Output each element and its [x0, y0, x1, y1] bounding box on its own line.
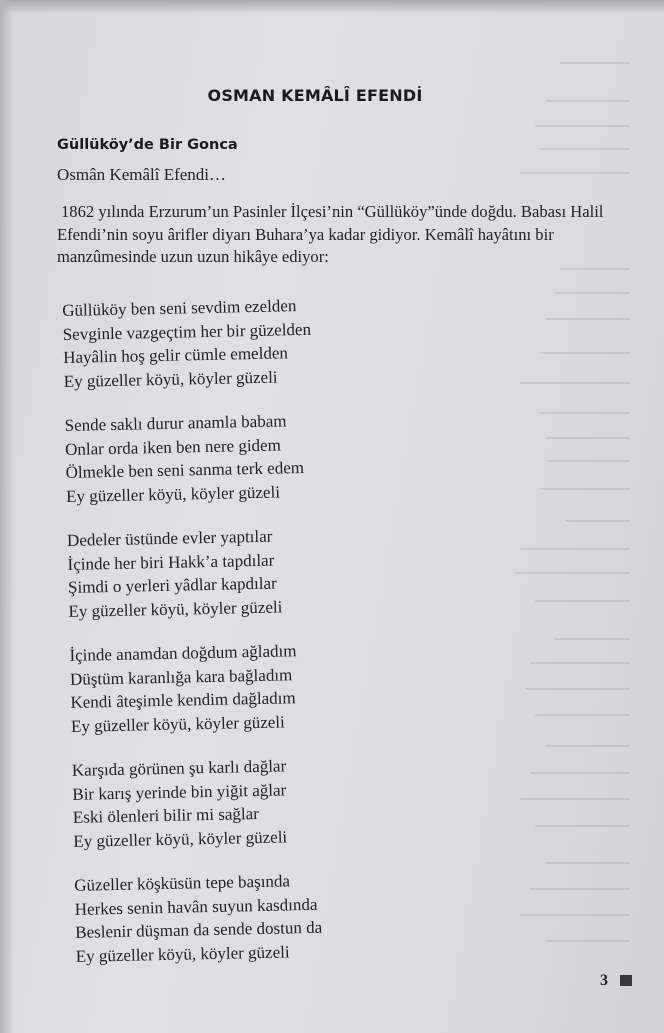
page-number-marker [620, 975, 632, 986]
poem-stanza-4 [69, 637, 391, 738]
poem-stanza-2 [64, 407, 386, 508]
poem-stanza-3 [67, 522, 389, 623]
poem-line: Ey güzeller köyü, köyler güzeli [63, 367, 278, 391]
poem-line: Ey güzeller köyü, köyler güzeli [65, 481, 281, 506]
poem-line: Güllüköy ben seni sevdim ezelden [62, 296, 297, 320]
poem-line: İçinde anamdan doğdum ağladım [69, 641, 297, 665]
poem-line: Ey güzeller köyü, köyler güzeli [68, 596, 283, 621]
poem-stanza-6 [74, 867, 396, 968]
poem-line: Şimdi o yerleri yâdlar kapdılar [67, 573, 277, 597]
poem-line: Ölmekle ben seni sanma terk edem [65, 457, 305, 482]
page-edge-shadow-left [0, 0, 14, 1033]
poem-line: Kendi âteşimle kendim dağladım [70, 688, 296, 712]
poem [62, 292, 396, 989]
poem-line: Ey güzeller köyü, köyler güzeli [70, 711, 285, 736]
body-paragraph: 1862 yılında Erzurum’un Pasinler İlçesi’nin “Güllüköy”ünde doğdu. Babası Halil Efendi’nin soyu ârifler diyarı Buhara’ya kadar gidiyor. Kemâlî hayâtını bir manzûmesinde uzun uzun hikâye ediyor: [57, 202, 604, 266]
poem-line: Onlar orda iken ben nere gidem [64, 434, 282, 459]
poem-line: Ey güzeller köyü, köyler güzeli [75, 941, 290, 966]
poem-line: Sende saklı durur anamla babam [64, 411, 287, 435]
poem-line: Düştüm karanlığa kara bağladım [69, 664, 293, 689]
page-edge-shadow-top [0, 0, 664, 14]
poem-line: Hayâlin hoş gelir cümle emelden [63, 343, 289, 367]
poem-line: Sevginle vazgeçtim her bir güzelden [62, 319, 312, 344]
poem-line: Eski ölenleri bilir mi sağlar [72, 803, 260, 827]
poem-line: Dedeler üstünde evler yaptılar [66, 526, 273, 550]
poem-line: Karşıda görünen şu karlı dağlar [71, 756, 287, 780]
intro-line: Osmân Kemâlî Efendi… [57, 165, 227, 184]
poem-line: Ey güzeller köyü, köyler güzeli [73, 826, 288, 851]
page-number: 3 [600, 972, 608, 989]
section-title: Güllüköy’de Bir Gonca [57, 137, 238, 153]
poem-line: Güzeller köşküsün tepe başında [74, 871, 291, 895]
poem-stanza-5 [72, 752, 394, 853]
poem-stanza-1 [62, 292, 384, 393]
poem-line: Beslenir düşman da sende dostun da [75, 917, 323, 942]
poem-line: Bir karış yerinde bin yiğit ağlar [72, 779, 287, 804]
poem-line: İçinde her biri Hakk’a tapdılar [67, 550, 275, 574]
chapter-title: OSMAN KEMÂLÎ EFENDİ [207, 86, 423, 105]
poem-line: Herkes senin havân suyun kasdında [74, 894, 318, 919]
